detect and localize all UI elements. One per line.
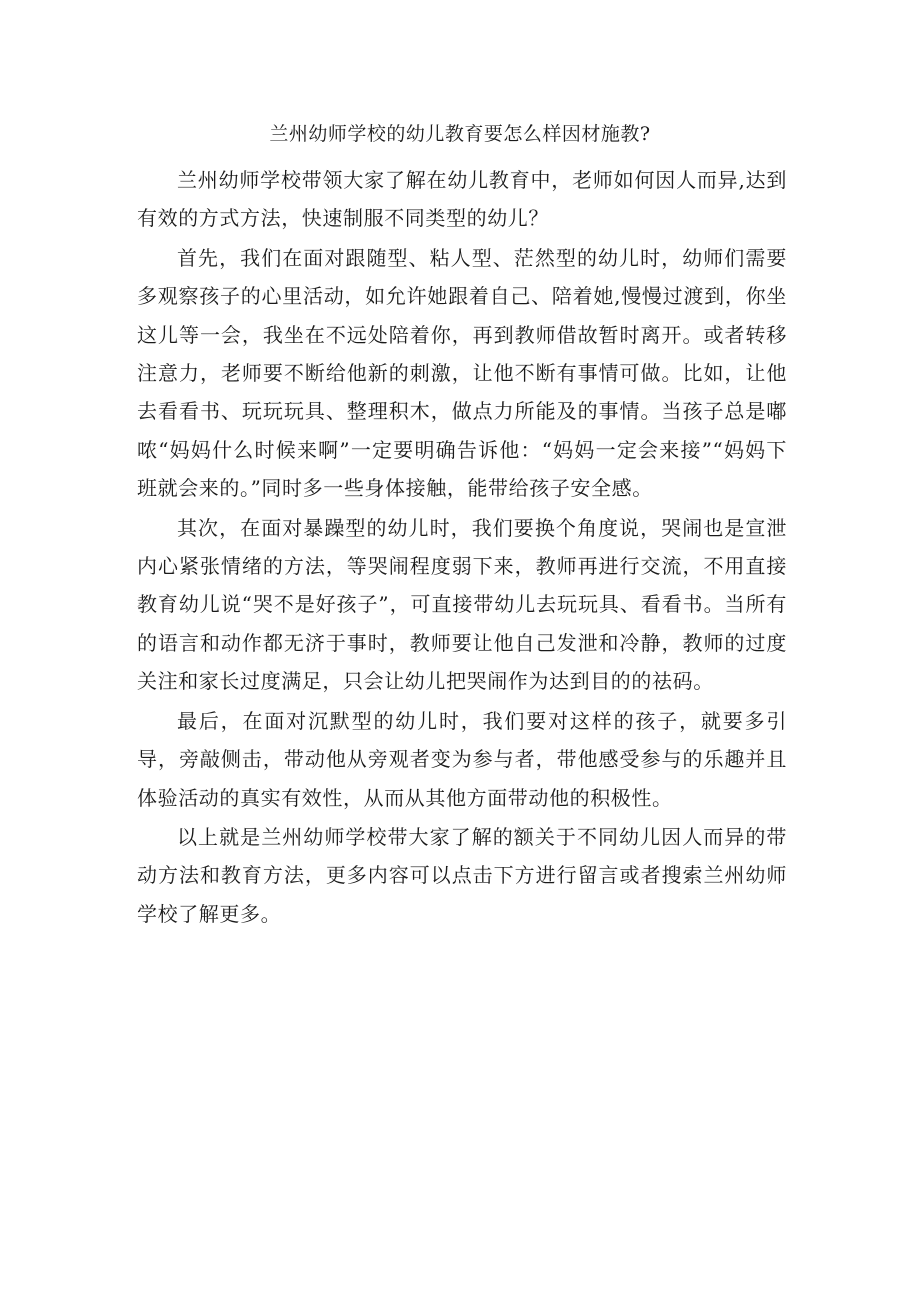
document-body xyxy=(137,161,787,934)
document-title: 兰州幼师学校的幼儿教育要怎么样因材施教? xyxy=(269,123,651,145)
paragraph-conclusion: 以上就是兰州幼师学校带大家了解的额关于不同幼儿因人而异的带动方法和教育方法，更多内容可以点击下方进行留言或者搜索兰州幼师学校了解更多。 xyxy=(137,824,787,926)
paragraph-second: 其次，在面对暴躁型的幼儿时，我们要换个角度说，哭闹也是宣泄内心紧张情绪的方法，等哭闹程度弱下来，教师再进行交流，不用直接教育幼儿说“哭不是好孩子”，可直接带幼儿去玩玩具、看看书。当所有的语言和动作都无济于事时，教师要让他自己发泄和冷静，教师的过度关注和家长过度满足，只会让幼儿把哭闹作为达到目的的祛码。 xyxy=(137,515,787,694)
paragraph-last: 最后，在面对沉默型的幼儿时，我们要对这样的孩子，就要多引导，旁敲侧击，带动他从旁观者变为参与者，带他感受参与的乐趣并且体验活动的真实有效性，从而从其他方面带动他的积极性。 xyxy=(137,708,787,810)
paragraph-first: 首先，我们在面对跟随型、粘人型、茫然型的幼儿时，幼师们需要多观察孩子的心里活动，如允许她跟着自己、陪着她,慢慢过渡到，你坐这儿等一会，我坐在不远处陪着你，再到教师借故暂时离开。或者转移注意力，老师要不断给他新的刺激，让他不断有事情可做。比如，让他去看看书、玩玩玩具、整理积木，做点力所能及的事情。当孩子总是嘟哝“妈妈什么时候来啊”一定要明确告诉他：“妈妈一定会来接”“妈妈下班就会来的。”同时多一些身体接触，能带给孩子安全感。 xyxy=(137,245,787,501)
paragraph-intro: 兰州幼师学校带领大家了解在幼儿教育中，老师如何因人而异,达到有效的方式方法，快速制服不同类型的幼儿？ xyxy=(137,168,787,231)
